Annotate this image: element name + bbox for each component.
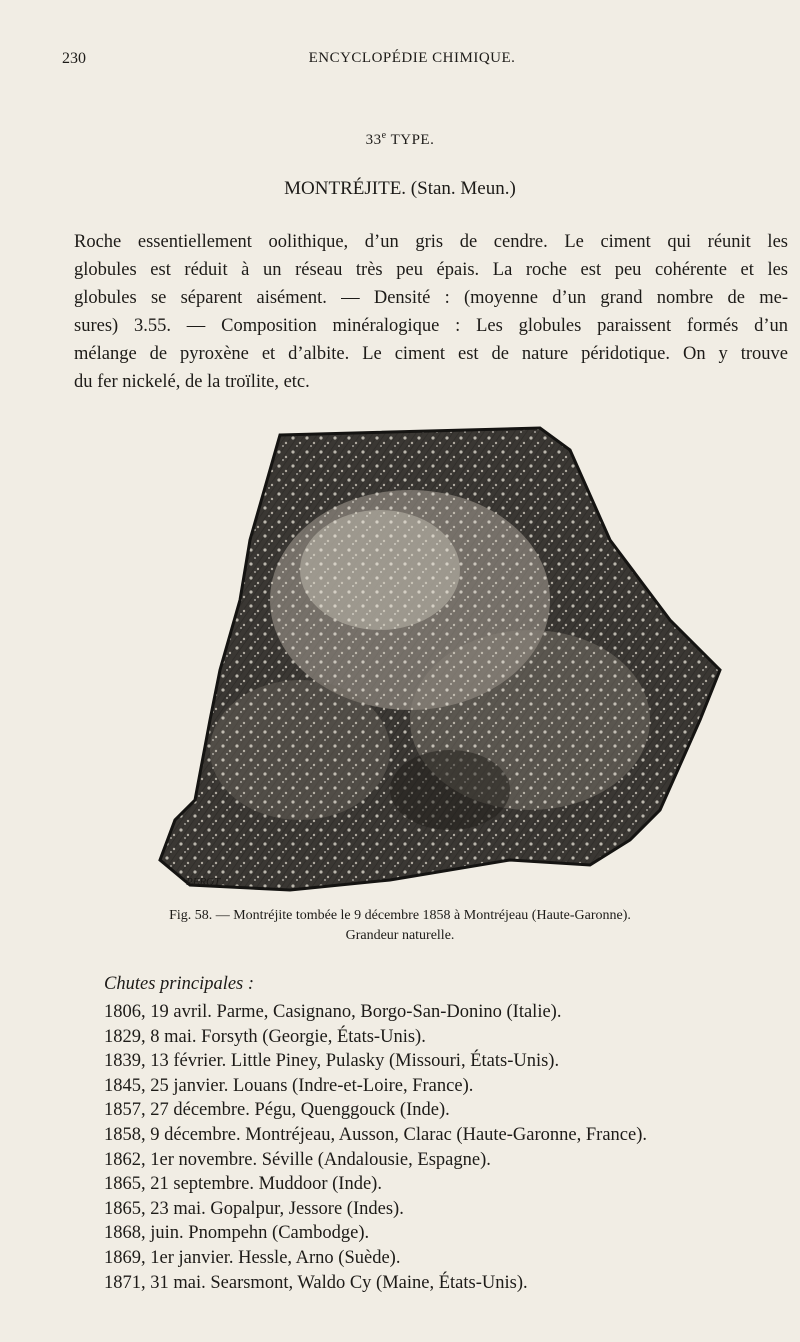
paragraph-line: sures) 3.55. — Composition minéralogique : Les globules paraissent formés d’un bbox=[74, 316, 788, 336]
list-item: 1829, 8 mai. Forsyth (Georgie, États-Unis). bbox=[104, 1026, 426, 1047]
paragraph-line: du fer nickelé, de la troïlite, etc. bbox=[74, 372, 310, 392]
meteorite-title: MONTRÉJITE. (Stan. Meun.) bbox=[284, 178, 516, 199]
list-item: 1869, 1er janvier. Hessle, Arno (Suède). bbox=[104, 1247, 401, 1268]
paragraph-line: globules est réduit à un réseau très peu épais. La roche est peu cohérente et les bbox=[74, 260, 788, 280]
running-head: ENCYCLOPÉDIE CHIMIQUE. bbox=[308, 50, 516, 66]
type-number-superscript: e bbox=[381, 130, 387, 141]
list-item: 1857, 27 décembre. Pégu, Quenggouck (Inde). bbox=[104, 1100, 450, 1121]
caption-line: Fig. 58. — Montréjite tombée le 9 décembre 1858 à Montréjeau (Haute-Garonne). bbox=[169, 908, 631, 923]
paragraph-line: mélange de pyroxène et d’albite. Le ciment est de nature péridotique. On y trouve bbox=[74, 344, 788, 364]
type-number: 33 bbox=[365, 132, 382, 148]
page-number: 230 bbox=[62, 50, 86, 67]
list-item: 1865, 21 septembre. Muddoor (Inde). bbox=[104, 1174, 382, 1195]
description-paragraph bbox=[74, 228, 788, 396]
caption-line: Grandeur naturelle. bbox=[345, 928, 455, 943]
list-item: 1806, 19 avril. Parme, Casignano, Borgo-San-Donino (Italie). bbox=[104, 1002, 562, 1022]
list-item: 1845, 25 janvier. Louans (Indre-et-Loire, France). bbox=[104, 1075, 474, 1096]
list-item: 1839, 13 février. Little Piney, Pulasky (Missouri, États-Unis). bbox=[104, 1051, 560, 1072]
paragraph-line: globules se séparent aisément. — Densité : (moyenne d’un grand nombre de me- bbox=[74, 288, 788, 308]
type-label: TYPE. bbox=[390, 132, 435, 148]
paragraph-line: Roche essentiellement oolithique, d’un gris de cendre. Le ciment qui réunit les bbox=[74, 232, 788, 252]
list-item: 1858, 9 décembre. Montréjeau, Ausson, Clarac (Haute-Garonne, France). bbox=[104, 1124, 647, 1145]
list-item: 1865, 23 mai. Gopalpur, Jessore (Indes). bbox=[104, 1198, 404, 1219]
meteorite-engraving bbox=[150, 420, 730, 900]
list-item: 1868, juin. Pnompehn (Cambodge). bbox=[104, 1223, 370, 1244]
list-item: 1871, 31 mai. Searsmont, Waldo Cy (Maine, États-Unis). bbox=[104, 1272, 528, 1293]
list-item: 1862, 1er novembre. Séville (Andalousie, Espagne). bbox=[104, 1149, 491, 1170]
page-header bbox=[62, 50, 762, 74]
type-heading bbox=[0, 130, 800, 149]
figure-caption bbox=[0, 906, 800, 946]
engraver-signature: PEROT bbox=[186, 876, 221, 888]
chutes-heading: Chutes principales : bbox=[104, 974, 255, 994]
chutes-list bbox=[104, 1000, 764, 1295]
